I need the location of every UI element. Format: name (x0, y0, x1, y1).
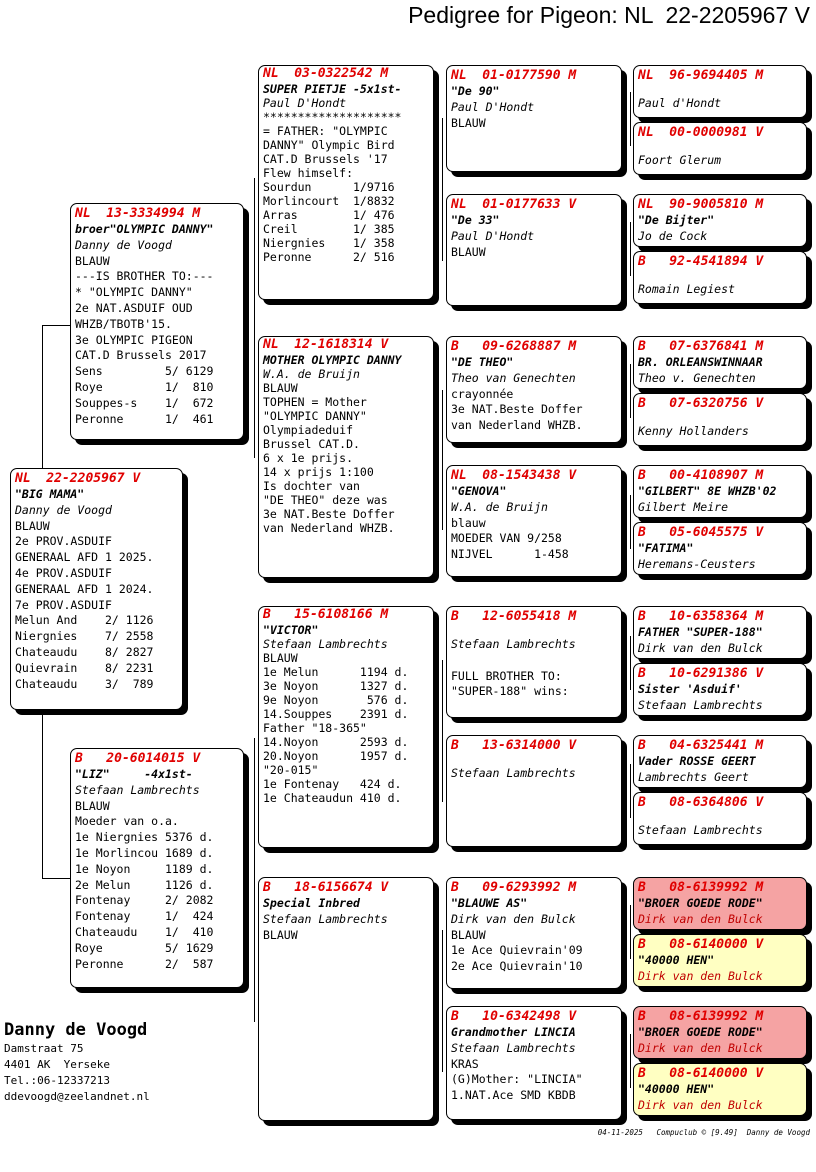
pigeon-info-line: Father "18-365" (263, 721, 367, 735)
pigeon-info-line: 9e Noyon 576 d. (263, 693, 409, 707)
pigeon-info-line: blauw (451, 515, 486, 530)
pigeon-info-line: Niergnies 1/ 358 (263, 236, 395, 250)
pigeon-name: Sister 'Asduif' (638, 682, 742, 696)
pigeon-info-line: 3e OLYMPIC PIGEON (75, 332, 193, 347)
connector (442, 660, 443, 802)
spacer (638, 141, 801, 153)
pigeon-info-line: Arras 1/ 476 (263, 208, 395, 222)
pigeon-name: "DE THEO" (451, 355, 514, 369)
pigeon-info-line: BLAUW (451, 115, 486, 130)
connector (442, 118, 443, 261)
pigeon-id: B 08-6139992 M (638, 880, 764, 895)
pigeon-info-line: 1e Melun 1194 d. (263, 665, 409, 679)
pigeon-id: B 10-6291386 V (638, 666, 764, 681)
spacer (638, 84, 801, 96)
gen4-card[interactable] (633, 522, 807, 575)
connector (42, 710, 43, 878)
pigeon-id: B 15-6108166 M (263, 607, 389, 622)
connector (442, 390, 443, 530)
pigeon-info-line: 2e Ace Quievrain'10 (451, 959, 583, 974)
pigeon-info-line: 6 x 1e prijs. (263, 451, 354, 465)
pigeon-name: "GENOVA" (451, 484, 507, 498)
pigeon-breeder: Dirk van den Bulck (638, 968, 763, 983)
connector (254, 178, 255, 458)
pigeon-info-line: ******************** (263, 110, 402, 124)
pigeon-info-line: Roye 5/ 1629 (75, 940, 214, 955)
pigeon-info-line: Peronne 2/ 587 (75, 956, 214, 971)
pigeon-breeder: Theo v. Genechten (638, 370, 756, 385)
pigeon-info-line: 1e Fontenay 424 d. (263, 777, 402, 791)
pigeon-id: B 18-6156674 V (263, 880, 389, 895)
pigeon-info-line: Is dochter van (263, 479, 360, 493)
pigeon-breeder: Stefaan Lambrechts (263, 911, 388, 926)
great-grandparent-card[interactable] (446, 465, 622, 577)
pigeon-id: B 07-6320756 V (638, 396, 764, 411)
pigeon-id: B 13-6314000 V (451, 738, 577, 753)
great-grandparent-card[interactable] (446, 877, 622, 989)
connector (630, 495, 631, 549)
pigeon-info-line: BLAUW (75, 798, 110, 813)
pigeon-info-line: van Nederland WHZB. (263, 521, 395, 535)
pigeon-info-line (451, 653, 616, 669)
pigeon-info-line: Brussel CAT.D. (263, 437, 360, 451)
gen4-card-highlighted[interactable] (633, 1006, 807, 1059)
gen4-card-highlighted[interactable] (633, 877, 807, 930)
pigeon-info-line: Roye 1/ 810 (75, 379, 214, 394)
gen4-card-highlighted[interactable] (633, 1063, 807, 1116)
pigeon-breeder: Heremans-Ceusters (638, 556, 756, 571)
pigeon-id: NL 90-9005810 M (638, 197, 764, 212)
pigeon-info-line: Creil 1/ 385 (263, 222, 395, 236)
pigeon-info-line: "20-015" (263, 763, 319, 777)
pigeon-id: B 10-6342498 V (451, 1009, 577, 1024)
great-grandparent-card[interactable] (446, 606, 622, 718)
pigeon-info-line: Moeder van o.a. (75, 814, 179, 829)
pigeon-info-line: Melun And 2/ 1126 (15, 613, 154, 628)
owner-email[interactable]: ddevoogd@zeelandnet.nl (4, 1090, 150, 1103)
pigeon-breeder: Dirk van den Bulck (638, 1040, 763, 1055)
pigeon-info-line: (G)Mother: "LINCIA" (451, 1072, 583, 1087)
pigeon-info-line: 2e NAT.ASDUIF OUD (75, 300, 193, 315)
pigeon-name: "De Bijter" (638, 213, 715, 227)
pigeon-id: B 08-6140000 V (638, 1066, 764, 1081)
page-title: Pedigree for Pigeon: NL 22-2205967 V (408, 2, 810, 28)
pigeon-id: B 04-6325441 M (638, 738, 764, 753)
pigeon-breeder: Stefaan Lambrechts (638, 823, 763, 837)
grandparent-card[interactable] (258, 877, 434, 1121)
pigeon-id: NL 12-1618314 V (263, 337, 389, 352)
pigeon-name: MOTHER OLYMPIC DANNY (263, 353, 402, 367)
pigeon-info-line: * "OLYMPIC DANNY" (75, 285, 193, 300)
pigeon-id: B 09-6268887 M (451, 339, 577, 354)
pigeon-name: BR. ORLEANSWINNAAR (638, 355, 763, 369)
pigeon-info-line: Morlincourt 1/8832 (263, 194, 395, 208)
pigeon-id: NL 96-9694405 M (638, 68, 764, 83)
great-grandparent-card[interactable] (446, 336, 622, 443)
pigeon-info-line: Peronne 1/ 461 (75, 411, 214, 426)
pigeon-name: "BROER GOEDE RODE" (638, 896, 763, 910)
spacer (451, 625, 616, 637)
pigeon-breeder: Dirk van den Bulck (638, 911, 763, 926)
pigeon-breeder: Danny de Voogd (75, 237, 172, 252)
pigeon-id: NL 08-1543438 V (451, 468, 577, 483)
pigeon-breeder: Gilbert Meire (638, 499, 729, 514)
pigeon-info-line: BLAUW (451, 927, 486, 942)
gen4-card[interactable] (633, 465, 807, 518)
pigeon-info-line: 1e Noyon 1189 d. (75, 861, 214, 876)
pigeon-name: "BROER GOEDE RODE" (638, 1025, 763, 1039)
pigeon-breeder: Stefaan Lambrechts (75, 782, 200, 797)
pigeon-breeder: Dirk van den Bulck (638, 1097, 763, 1112)
pigeon-info-line: 1.NAT.Ace SMD KBDB (451, 1088, 576, 1103)
pigeon-name: "VICTOR" (263, 623, 319, 637)
pigeon-info-line: 1e Ace Quievrain'09 (451, 943, 583, 958)
pigeon-info-line: 1e Niergnies 5376 d. (75, 830, 214, 845)
pigeon-breeder: Stefaan Lambrechts (638, 697, 763, 712)
pigeon-id: NL 22-2205967 V (15, 471, 141, 486)
pigeon-id: B 92-4541894 V (638, 254, 764, 269)
pigeon-info-line: BLAUW (263, 381, 298, 395)
pigeon-name: "40000 HEN" (638, 953, 715, 967)
great-grandparent-card[interactable] (446, 1006, 622, 1120)
pigeon-name: "LIZ" -4x1st- (75, 767, 193, 781)
pigeon-breeder: Stefaan Lambrechts (451, 1040, 576, 1055)
great-grandparent-card[interactable] (446, 65, 622, 172)
mother-card[interactable] (70, 748, 244, 988)
pigeon-info-line: Sourdun 1/9716 (263, 180, 395, 194)
connector (630, 764, 631, 818)
pigeon-info-line: Sens 5/ 6129 (75, 364, 214, 379)
pigeon-id: NL 00-0000981 V (638, 125, 764, 140)
pigeon-info-line: 20.Noyon 1957 d. (263, 749, 409, 763)
pigeon-breeder: Romain Legiest (638, 282, 735, 296)
pigeon-id: B 08-6139992 M (638, 1009, 764, 1024)
pigeon-id: B 09-6293992 M (451, 880, 577, 895)
gen4-card[interactable] (633, 65, 807, 118)
pigeon-info-line: GENERAAL AFD 1 2025. (15, 550, 154, 565)
connector (630, 905, 631, 959)
subject-card[interactable] (10, 468, 183, 710)
pigeon-info-line: Souppes-s 1/ 672 (75, 395, 214, 410)
pigeon-breeder: Dirk van den Bulck (638, 640, 763, 655)
spacer (638, 412, 801, 424)
pigeon-name: "De 90" (451, 84, 500, 98)
gen4-card[interactable] (633, 606, 807, 659)
pigeon-info-line: 1e Morlincou 1689 d. (75, 845, 214, 860)
pigeon-info-line: Chateaudu 3/ 789 (15, 676, 154, 691)
pigeon-info-line: BLAUW (451, 244, 486, 259)
pigeon-info-line: Chateaudu 1/ 410 (75, 924, 214, 939)
father-card[interactable] (70, 203, 244, 440)
pigeon-info-line: crayonnée (451, 386, 514, 401)
owner-name: Danny de Voogd (4, 1020, 148, 1040)
grandparent-card[interactable] (258, 65, 434, 300)
pigeon-info-line: MOEDER VAN 9/258 (451, 531, 562, 546)
connector (42, 325, 43, 468)
connector (630, 364, 631, 418)
pigeon-info-line: GENERAAL AFD 1 2024. (15, 581, 154, 596)
connector (630, 222, 631, 276)
pigeon-breeder: Paul D'Hondt (263, 96, 347, 110)
pigeon-info-line: "OLYMPIC DANNY" (263, 409, 367, 423)
pigeon-info-line: 4e PROV.ASDUIF (15, 565, 112, 580)
pigeon-breeder: Paul d'Hondt (638, 96, 722, 110)
pigeon-info-line: 3e NAT.Beste Doffer (263, 507, 395, 521)
spacer (638, 811, 801, 823)
pigeon-name: Grandmother LINCIA (451, 1025, 576, 1039)
pigeon-name: "BIG MAMA" (15, 487, 85, 501)
gen4-card[interactable] (633, 336, 807, 389)
pigeon-info-line: BLAUW (75, 253, 110, 268)
pigeon-id: NL 03-0322542 M (263, 66, 389, 81)
pigeon-id: B 05-6045575 V (638, 525, 764, 540)
pigeon-name: "BLAUWE AS" (451, 896, 528, 910)
pigeon-id: B 08-6140000 V (638, 937, 764, 952)
gen4-card[interactable] (633, 735, 807, 788)
connector (442, 930, 443, 1072)
footer: 04-11-2025 Compuclub © [9.49] Danny de Voogd (597, 1128, 810, 1137)
pigeon-breeder: Foort Glerum (638, 153, 722, 167)
pigeon-breeder: Stefaan Lambrechts (451, 637, 576, 651)
connector (42, 878, 72, 879)
pigeon-breeder: W.A. de Bruijn (451, 499, 548, 514)
great-grandparent-card[interactable] (446, 194, 622, 306)
pigeon-info-line: = FATHER: "OLYMPIC (263, 124, 388, 138)
owner-phone: Tel.:06-12337213 (4, 1074, 110, 1087)
connector (254, 738, 255, 1022)
pigeon-name: broer"OLYMPIC DANNY" (75, 222, 214, 236)
connector (42, 325, 72, 326)
pigeon-info-line: FULL BROTHER TO: (451, 668, 562, 683)
pigeon-info-line: BLAUW (15, 518, 50, 533)
pigeon-info-line: 14.Souppes 2391 d. (263, 707, 409, 721)
gen4-card[interactable] (633, 194, 807, 247)
pigeon-info-line: 14 x prijs 1:100 (263, 465, 374, 479)
pigeon-id: B 12-6055418 M (451, 609, 577, 624)
pigeon-breeder: Danny de Voogd (15, 502, 112, 517)
spacer (451, 754, 616, 766)
pigeon-info-line: "SUPER-188" wins: (451, 684, 569, 699)
pigeon-info-line: Flew himself: (263, 166, 354, 180)
pigeon-info-line: Quievrain 8/ 2231 (15, 660, 154, 675)
connector (630, 92, 631, 146)
pigeon-info-line: CAT.D Brussels '17 (263, 152, 388, 166)
pigeon-breeder: Paul D'Hondt (451, 228, 535, 243)
pigeon-info-line: Olympiadeduif (263, 423, 354, 437)
pigeon-info-line: Fontenay 1/ 424 (75, 909, 214, 924)
pigeon-breeder: Stefaan Lambrechts (263, 637, 388, 651)
pigeon-info-line: 7e PROV.ASDUIF (15, 597, 112, 612)
pigeon-info-line: Chateaudu 8/ 2827 (15, 644, 154, 659)
owner-city: 4401 AK Yerseke (4, 1058, 110, 1071)
pigeon-info-line: "DE THEO" deze was (263, 493, 388, 507)
pigeon-info-line: BLAUW (263, 927, 298, 942)
gen4-card[interactable] (633, 393, 807, 446)
pigeon-name: "De 33" (451, 213, 500, 227)
pigeon-info-line: 1e Chateaudun 410 d. (263, 791, 402, 805)
owner-street: Damstraat 75 (4, 1042, 84, 1055)
pigeon-id: B 10-6358364 M (638, 609, 764, 624)
pigeon-breeder: Jo de Cock (638, 228, 708, 243)
pigeon-info-line: Peronne 2/ 516 (263, 250, 395, 264)
pigeon-id: B 00-4108907 M (638, 468, 764, 483)
pigeon-breeder: Paul D'Hondt (451, 99, 535, 114)
pigeon-info-line: BLAUW (263, 651, 298, 665)
pigeon-breeder: Theo van Genechten (451, 370, 576, 385)
spacer (638, 270, 801, 282)
pigeon-info-line: van Nederland WHZB. (451, 418, 583, 433)
gen4-card[interactable] (633, 251, 807, 304)
gen4-card[interactable] (633, 663, 807, 716)
pigeon-id: B 07-6376841 M (638, 339, 764, 354)
pigeon-info-line: KRAS (451, 1056, 479, 1071)
owner-block (4, 1020, 150, 1105)
pigeon-info-line: ---IS BROTHER TO:--- (75, 269, 214, 284)
pigeon-info-line: Fontenay 2/ 2082 (75, 893, 214, 908)
pigeon-id: NL 01-0177633 V (451, 197, 577, 212)
pigeon-breeder: W.A. de Bruijn (263, 367, 360, 381)
gen4-card-highlighted[interactable] (633, 934, 807, 987)
pigeon-breeder: Stefaan Lambrechts (451, 766, 576, 780)
pigeon-breeder: Dirk van den Bulck (451, 911, 576, 926)
pigeon-id: B 20-6014015 V (75, 751, 201, 766)
pigeon-name: Special Inbred (263, 896, 360, 910)
pigeon-id: NL 13-3334994 M (75, 206, 201, 221)
great-grandparent-card[interactable] (446, 735, 622, 847)
pigeon-info-line: 2e Melun 1126 d. (75, 877, 214, 892)
pigeon-name: "40000 HEN" (638, 1082, 715, 1096)
pigeon-id: NL 01-0177590 M (451, 68, 577, 83)
grandparent-card[interactable] (258, 606, 434, 848)
pigeon-name: Vader ROSSE GEERT (638, 754, 756, 768)
pigeon-breeder: Lambrechts Geert (638, 769, 749, 784)
pigeon-name: FATHER "SUPER-188" (638, 625, 763, 639)
pigeon-info-line: NIJVEL 1-458 (451, 547, 569, 562)
pigeon-name: "FATIMA" (638, 541, 694, 555)
pigeon-breeder: Kenny Hollanders (638, 424, 749, 438)
pigeon-info-line: TOPHEN = Mother (263, 395, 367, 409)
pigeon-info-line: 3e NAT.Beste Doffer (451, 402, 583, 417)
pigeon-name: SUPER PIETJE -5x1st- (263, 82, 402, 96)
pigeon-info-line: Niergnies 7/ 2558 (15, 629, 154, 644)
pigeon-info-line: DANNY" Olympic Bird (263, 138, 395, 152)
pigeon-info-line: 14.Noyon 2593 d. (263, 735, 409, 749)
pigeon-info-line: 2e PROV.ASDUIF (15, 534, 112, 549)
pigeon-info-line: CAT.D Brussels 2017 (75, 348, 207, 363)
grandparent-card[interactable] (258, 336, 434, 578)
connector (630, 636, 631, 690)
connector (630, 1034, 631, 1088)
gen4-card[interactable] (633, 792, 807, 845)
pigeon-name: "GILBERT" 8E WHZB'02 (638, 484, 777, 498)
gen4-card[interactable] (633, 122, 807, 175)
pigeon-id: B 08-6364806 V (638, 795, 764, 810)
pigeon-info-line: 3e Noyon 1327 d. (263, 679, 409, 693)
pigeon-info-line: WHZB/TBOTB'15. (75, 316, 172, 331)
